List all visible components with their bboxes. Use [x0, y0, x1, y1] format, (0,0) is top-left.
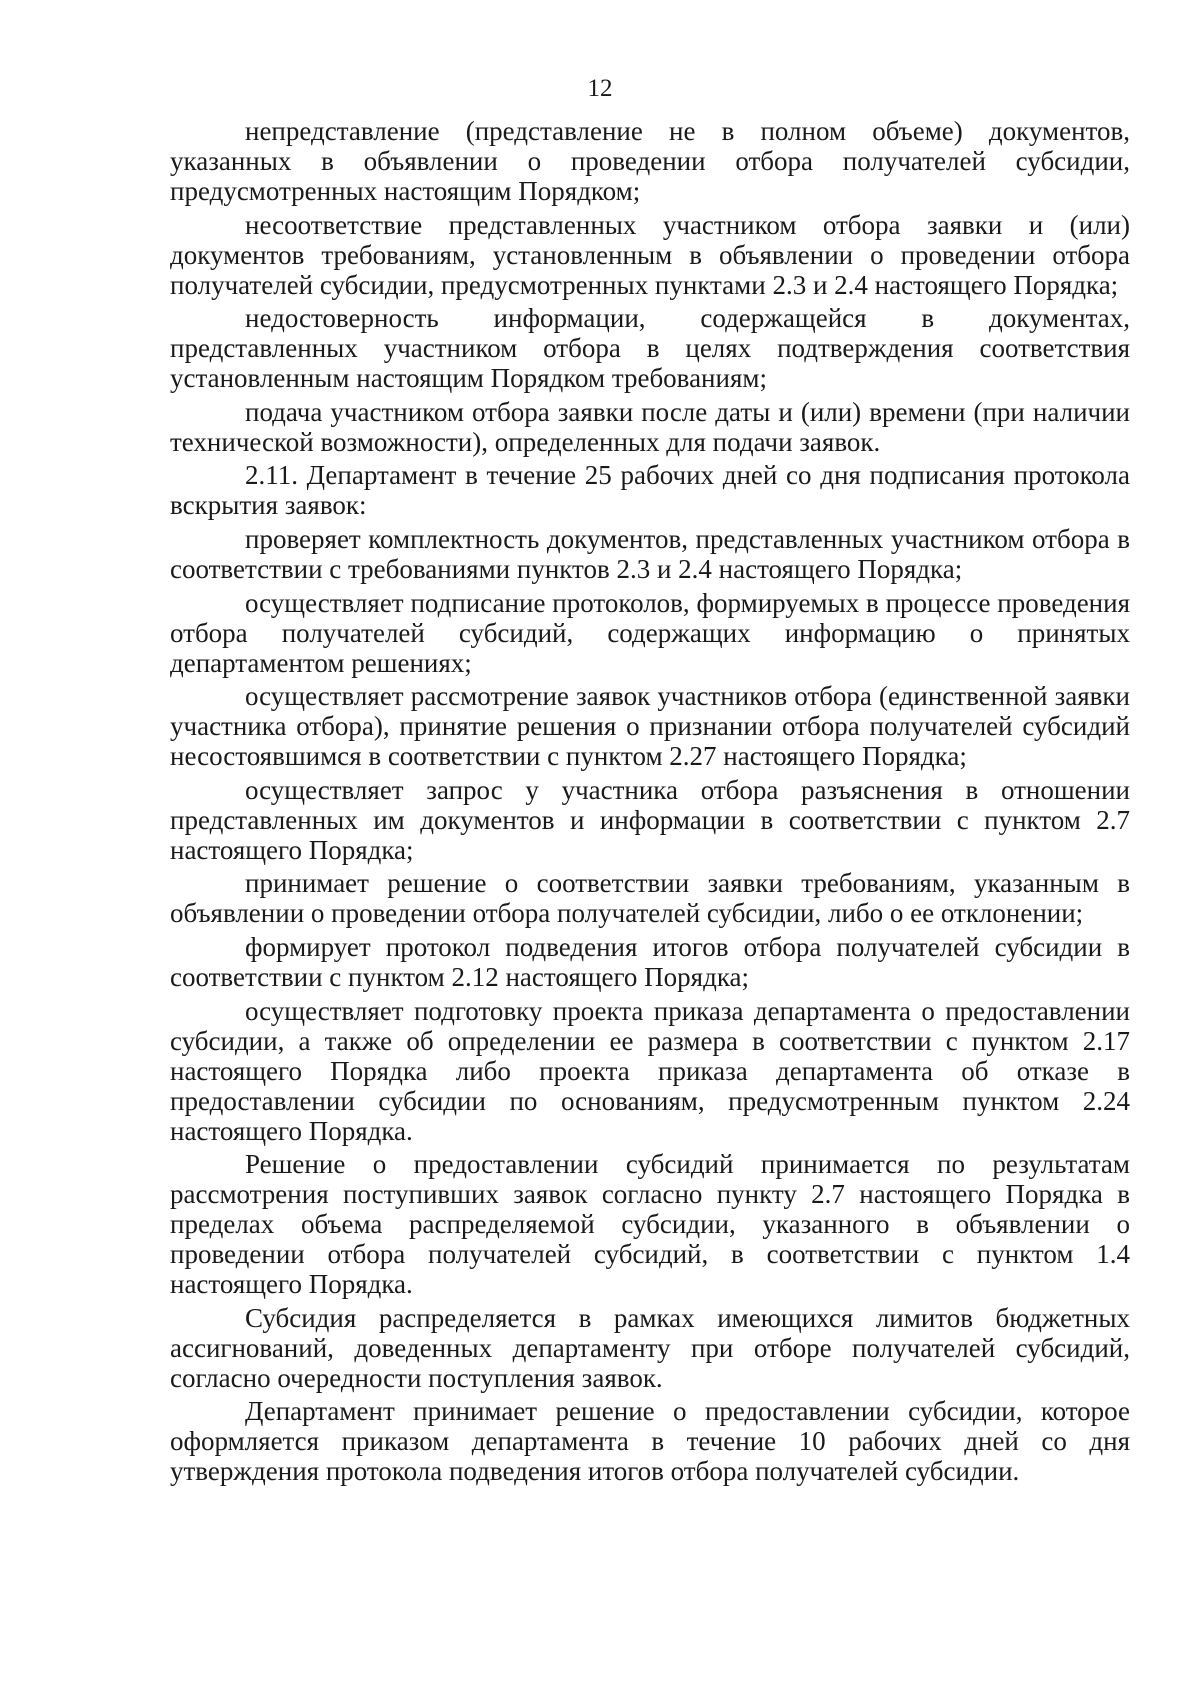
paragraph: недостоверность информации, содержащейся в документах, представленных участником отбора в целях подтверждения соответствия установленным настоящим Порядком требованиям; — [170, 303, 1130, 394]
paragraph: формирует протокол подведения итогов отбора получателей субсидии в соответствии с пунктом 2.12 настоящего Порядка; — [170, 931, 1130, 992]
paragraph: осуществляет подготовку проекта приказа департамента о предоставлении субсидии, а также об определении ее размера в соответствии с пунктом 2.17 настоящего Порядка либо проекта приказа департамента об отказе в предоставлении субсидии по основаниям, предусмотренным пунктом 2.24 настоящего Порядка. — [170, 995, 1130, 1146]
paragraph: принимает решение о соответствии заявки требованиям, указанным в объявлении о проведении отбора получателей субсидии, либо о ее отклонении; — [170, 868, 1130, 929]
paragraph: осуществляет рассмотрение заявок участников отбора (единственной заявки участника отбора), принятие решения о признании отбора получателей субсидий несостоявшимся в соответствии с пунктом 2.27 настоящего Порядка; — [170, 681, 1130, 772]
paragraph: непредставление (представление не в полном объеме) документов, указанных в объявлении о проведении отбора получателей субсидии, предусмотренных настоящим Порядком; — [170, 116, 1130, 206]
paragraph: Решение о предоставлении субсидий принимается по результатам рассмотрения поступивших заявок согласно пункту 2.7 настоящего Порядка в пределах объема распределяемой субсидии, указанного в объявлении о проведении отбора получателей субсидий, в соответствии с пунктом 1.4 настоящего Порядка. — [170, 1149, 1130, 1300]
paragraph-section-2-11: 2.11. Департамент в течение 25 рабочих дней со дня подписания протокола вскрытия заявок: — [170, 460, 1130, 521]
paragraph: несоответствие представленных участником отбора заявки и (или) документов требованиям, установленным в объявлении о проведении отбора получателей субсидии, предусмотренных пунктами 2.3 и 2.4 настоящего Порядка; — [170, 209, 1130, 300]
page-number: 12 — [587, 75, 613, 102]
paragraph: проверяет комплектность документов, представленных участником отбора в соответствии с требованиями пунктов 2.3 и 2.4 настоящего Порядка; — [170, 523, 1130, 584]
document-body — [170, 116, 1130, 1490]
paragraph: осуществляет подписание протоколов, формируемых в процессе проведения отбора получателей субсидий, содержащих информацию о принятых департаментом решениях; — [170, 587, 1130, 678]
paragraph: подача участником отбора заявки после даты и (или) времени (при наличии технической возможности), определенных для подачи заявок. — [170, 396, 1130, 457]
paragraph: Субсидия распределяется в рамках имеющихся лимитов бюджетных ассигнований, доведенных департаменту при отборе получателей субсидий, согласно очередности поступления заявок. — [170, 1302, 1130, 1393]
paragraph: осуществляет запрос у участника отбора разъяснения в отношении представленных им документов и информации в соответствии с пунктом 2.7 настоящего Порядка; — [170, 774, 1130, 865]
paragraph: Департамент принимает решение о предоставлении субсидии, которое оформляется приказом департамента в течение 10 рабочих дней со дня утверждения протокола подведения итогов отбора получателей субсидии. — [170, 1396, 1130, 1487]
